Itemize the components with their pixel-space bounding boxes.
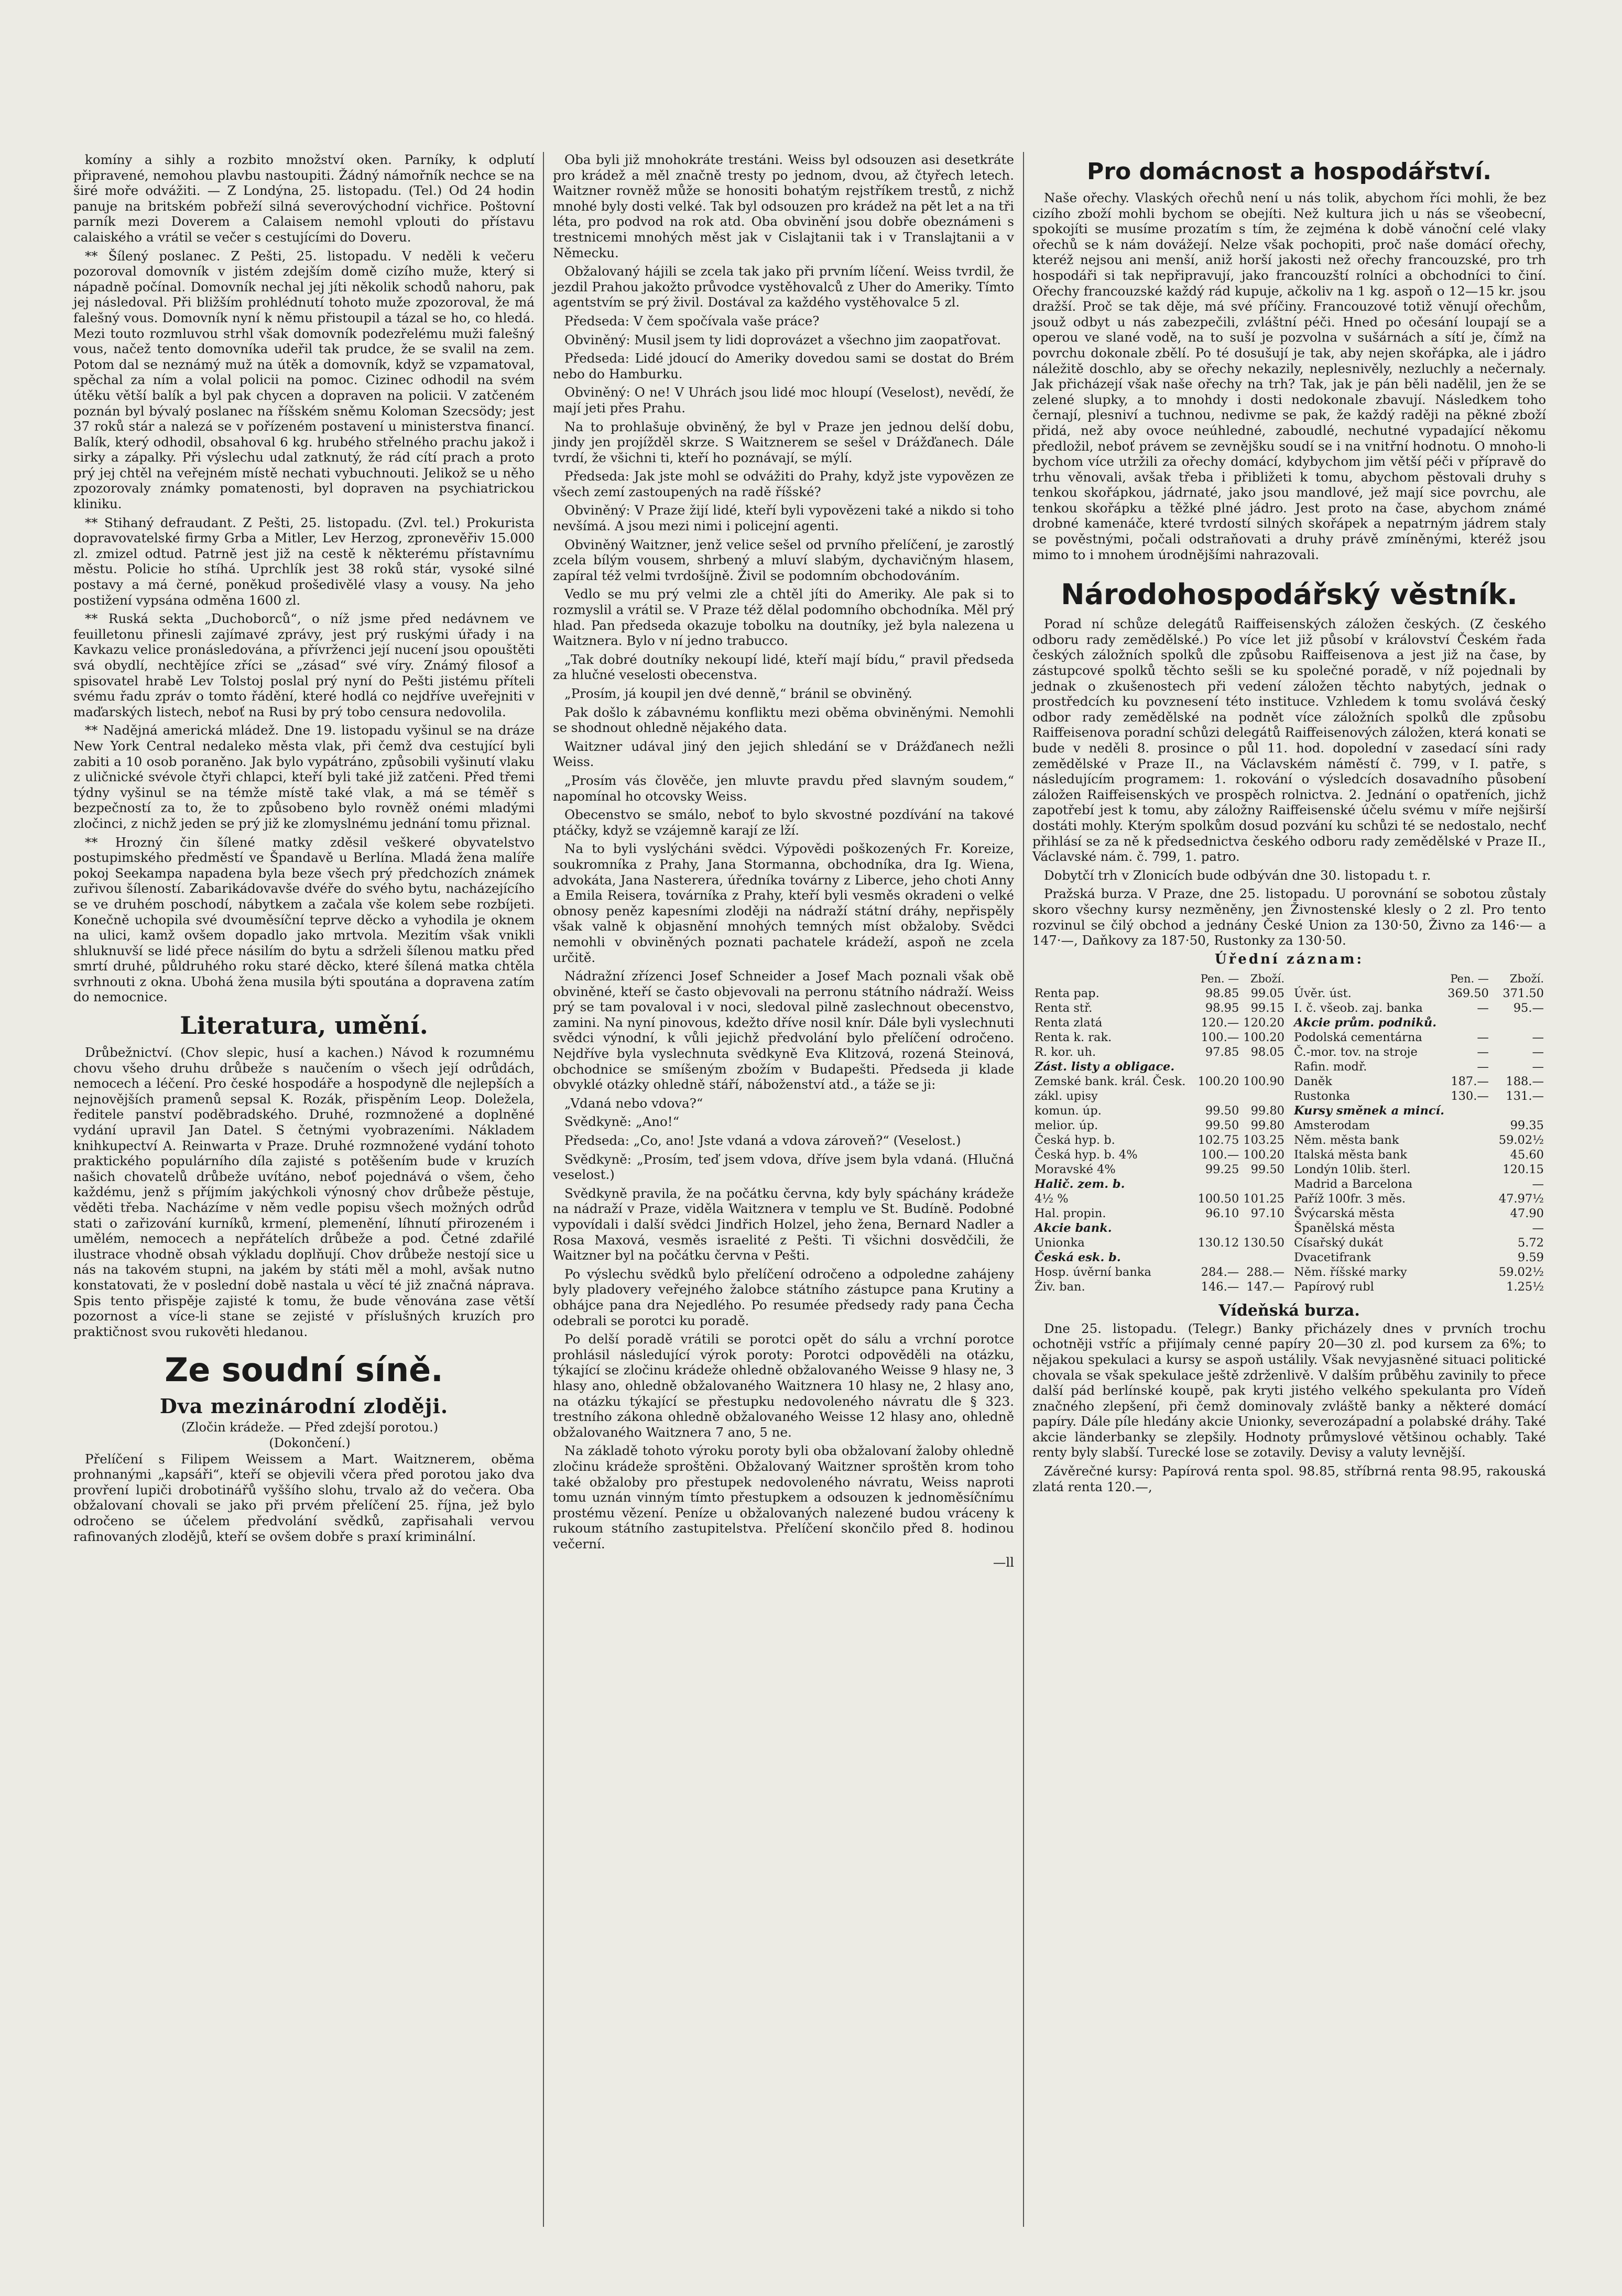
rates-value: — xyxy=(1532,1030,1544,1044)
news-paragraph: ** Šílený poslanec. Z Pešti, 25. listopadu. V neděli k večeru pozoroval domovník v jistém zdejším domě cizího muže, který si nápadně počínal. Domovník nechal jej jíti několik schodů nahoru, pak jej následoval. Při bližším prohlédnutí tohoto muže zpozoroval, že má falešný vous. Domovník nyní k němu přistoupil a tázal se ho, co hledá. Mezi touto rozmluvou strhl však domovník podezřelému muži falešný vous, načež tento domovníka udeřil tak prudce, že se svalil na zem. Potom dal se neznámý muž na útěk a domovník, když se vzpamatoval, spěchal za ním a volal policii na pomoc. Cizinec odhodil na svém útěku větší balík a byl pak chycen a dopraven na policii. V zatčeném poznán byl bývalý poslanec na říšském sněmu Koloman Szecsödy; jest 37 roků stár a nalezá se v pořízeném postavení u ministerstva financí. Balík, který odhodil, obsahoval 6 kg. hrubého střelného prachu jakož i sirky a zápalky. Při výslechu udal zatknutý, že rád cítí prach a proto prý jej chtěl na veřejném místě nechati vybuchnouti. Jelikož se u něho zpozorovaly známky pomatenosti, byl dopraven na psychiatrickou kliniku. xyxy=(73,248,535,512)
rates-value: 103.25 xyxy=(1243,1133,1284,1147)
court-report-paragraph: Svědkyně: „Ano!“ xyxy=(564,1114,680,1130)
court-report-paragraph: Obecenstvo se smálo, neboť to bylo skvostné pozdívání na takové ptáčky, když se vzájemně karají ze lží. xyxy=(553,807,1014,838)
rates-value: 371.50 xyxy=(1503,986,1544,1000)
rates-row xyxy=(1032,1133,1287,1147)
rates-label: Madrid a Barcelona xyxy=(1294,1177,1413,1191)
rates-row xyxy=(1032,1147,1287,1162)
court-report-paragraph: Na to prohlašuje obviněný, že byl v Praze jen jednou delší dobu, jindy jen projížděl skrze. S Waitznerem se sešel v Drážďanech. Dále tvrdí, že všichni ti, kteří ho poznávají, se mýlí. xyxy=(553,419,1014,465)
economy-paragraph: Dobytčí trh v Zlonicích bude odbýván dne 30. listopadu t. r. xyxy=(1044,867,1431,883)
rates-value: 99.50 xyxy=(1205,1103,1239,1118)
court-report-paragraphs xyxy=(553,152,1014,1551)
rates-label: Renta zlatá xyxy=(1035,1015,1103,1030)
rates-header-cell: Pen. — xyxy=(1200,972,1239,985)
court-report-paragraph: Předseda: „Co, ano! Jste vdaná a vdova zároveň?“ (Veselost.) xyxy=(564,1133,961,1149)
court-subline: (Zločin krádeže. — Před zdejší porotou.) xyxy=(181,1420,439,1435)
rates-header-row xyxy=(1292,971,1546,986)
rates-value: 120.15 xyxy=(1503,1162,1544,1176)
vienna-paragraph: Dne 25. listopadu. (Telegr.) Banky přicházely dnes v prvních trochu ochotněji vstříc a přijímaly cenné papíry 20—30 zl. pod kursem za 6%; to nějakou spekulaci a kursy se aspoň ustálily. Však nevyjasněné situaci politické chovala se však spekulace ještě zdrženlivě. V dalším průběhu zavinily to přece další pád berlínské koupě, pak kryti jistého velkého spekulanta pro Vídeň značného zlepšení, při čemž dominovaly zvláště banky a některé domácí papíry. Dále píle hledány akcie Unionky, severozápadní a polabské dráhy. Také akcie länderbanky se zlepšily. Hodnoty průmyslové většinou ochably. Také renty byly slabší. Turecké lose se zotavily. Devisy a valuty levnější. xyxy=(1032,1320,1546,1460)
rates-label: Hal. propin. xyxy=(1035,1206,1106,1220)
rates-value xyxy=(1440,1280,1491,1294)
rates-value: 59.02½ xyxy=(1498,1133,1544,1147)
court-report-paragraph: „Vdaná nebo vdova?“ xyxy=(564,1095,703,1111)
rates-header-cell xyxy=(1292,971,1440,986)
vienna-heading: Vídeňská burza. xyxy=(1218,1301,1360,1320)
court-report-paragraph: Obviněný: O ne! V Uhrách jsou lidé moc hloupí (Veselost), nevědí, že mají jeti přes Prahu. xyxy=(553,385,1014,416)
rates-row xyxy=(1292,1089,1546,1103)
rates-value: — xyxy=(1532,1045,1544,1059)
rates-value xyxy=(1440,1147,1491,1162)
literature-heading: Literatura, umění. xyxy=(180,1011,428,1040)
rates-value xyxy=(1440,1191,1491,1206)
court-report-paragraph: Obviněný Waitzner, jenž velice sešel od prvního přelíčení, je zarostlý zcela bílým vousem, shrbený a mluví slabým, dychavičným hlasem, zapíral též velmi tvrdošíjně. Živil se podomním obchodováním. xyxy=(553,537,1014,583)
rates-value xyxy=(1440,1162,1491,1177)
court-report-paragraph: Waitzner udával jiný den jejich shledání se v Drážďanech nežli Weiss. xyxy=(553,738,1014,770)
rates-value xyxy=(1440,1118,1491,1133)
news-paragraph: komíny a sihly a rozbito množství oken. Parníky, k odplutí připravené, nemohou plavbu nastoupiti. Žádný námořník nechce se na širé moře odvážiti. — Z Londýna, 25. listopadu. (Tel.) Od 24 hodin panuje na britském pobřeží silná severovýchodní vichřice. Poštovní parník mezi Doverem a Calaisem nemohl vplouti do přístavu calaiského a vrátil se večer s cestujícími do Doveru. xyxy=(73,152,535,245)
rates-value: 100.90 xyxy=(1243,1074,1284,1088)
rates-value: 130.— xyxy=(1451,1089,1489,1103)
rates-value xyxy=(1440,1133,1491,1147)
news-paragraph: ** Stihaný defraudant. Z Pešti, 25. listopadu. (Zvl. tel.) Prokurista dopravovatelské firmy Grba a Mitler, Lev Herzog, zpronevěřiv 15.000 zl. zmizel odtud. Patrně jest již na cestě k některému přístavnímu městu. Policie ho stíhá. Uprchlík jest 38 roků stár, vysoké silné postavy a má černé, poněkud prošedivělé vlasy a vousy. Na jeho postižení vypsána odměna 1600 zl. xyxy=(73,515,535,608)
rates-row xyxy=(1292,1059,1546,1074)
rates-header-cell: Pen. — xyxy=(1450,972,1489,985)
rates-row xyxy=(1032,1045,1287,1059)
rates-row xyxy=(1292,1074,1546,1089)
column-2 xyxy=(553,152,1014,1573)
rates-label: Halič. zem. b. xyxy=(1035,1177,1125,1191)
rates-row xyxy=(1032,1001,1287,1015)
rates-label: Renta pap. xyxy=(1035,986,1100,1000)
news-paragraph: ** Hrozný čin šílené matky zděsil veškeré obyvatelstvo postupimského předměstí ve Špandavě u Berlína. Mladá žena malíře pokoj Seekampa napadena byla beze všech prý předchozích známek zuřivou šíleností. Zabarikádovavše dvéře do svého bytu, nacházejícího se ve druhém poschodí, nábytkem a začala vše kolem sebe rozbíjeti. Konečně uchopila své dvouměsíční teprve děcko a vyhodila je oknem na ulici, kamž ovšem dopadlo jako mrtvola. Mezitím však vnikli shluknuvší se lidé přece násilím do bytu a sdrželi šílenou matku před smrtí druhé, půldruhého roku staré děcko, které šílená matka chtěla svrhnouti z okna. Ubohá žena musila býti spoutána a dopravena zatím do nemocnice. xyxy=(73,834,535,1005)
rates-row xyxy=(1292,1250,1546,1265)
rates-header-cell xyxy=(1032,971,1196,986)
rates-title: Úřední záznam: xyxy=(1214,951,1364,967)
rates-row xyxy=(1032,1074,1287,1103)
rates-label: Švýcarská města xyxy=(1294,1206,1395,1220)
rates-header-row xyxy=(1032,971,1287,986)
rates-label: Úvěr. úst. xyxy=(1294,986,1352,1000)
rates-value: 98.95 xyxy=(1205,1001,1239,1015)
rates-value: — xyxy=(1532,1221,1544,1235)
rates-row xyxy=(1032,1280,1287,1294)
rates-value xyxy=(1440,1250,1491,1265)
rates-value: 187.— xyxy=(1451,1074,1489,1088)
rates-row xyxy=(1292,986,1546,1001)
rates-row xyxy=(1032,1191,1287,1206)
rates-value xyxy=(1440,1206,1491,1221)
rates-label: Italská města bank xyxy=(1294,1147,1408,1162)
rates-row xyxy=(1292,1265,1546,1280)
rates-value: 369.50 xyxy=(1447,986,1489,1000)
rates-value: 130.12 xyxy=(1198,1236,1239,1250)
court-paragraph: Přelíčení s Filipem Weissem a Mart. Waitznerem, oběma prohnanými „kapsáři“, kteří se objevili včera před porotou jako dva provření lupiči drobotinářů vyššího slohu, trvalo až do večera. Oba obžalovaní chovali se jako při prvém přelíčení 25. října, jež bylo odročeno se účelem předvolání svědků, zapřisahali vervou rafinovaných zlodějů, kteří se ovšem dobře s praxí kriminální. xyxy=(73,1451,535,1544)
court-report-paragraph: „Tak dobré doutníky nekoupí lidé, kteří mají bídu,“ pravil předseda za hlučné veselosti obecenstva. xyxy=(553,651,1014,683)
court-report-paragraph: Předseda: V čem spočívala vaše práce? xyxy=(564,313,820,329)
rates-row xyxy=(1032,1162,1287,1177)
rates-value: 97.10 xyxy=(1250,1206,1284,1220)
court-report-paragraph: „Prosím, já koupil jen dvé denně,“ bránil se obviněný. xyxy=(564,686,912,701)
rates-value xyxy=(1440,1221,1491,1236)
court-subheading: Dva mezinárodní zloději. xyxy=(159,1394,449,1418)
rates-label: Něm. města bank xyxy=(1294,1133,1399,1147)
rates-value: 97.85 xyxy=(1205,1045,1239,1059)
rates-label: Moravské 4% xyxy=(1035,1162,1116,1176)
court-report-paragraph: Na základě tohoto výroku poroty byli oba obžalovaní žaloby ohledně zločinu krádeže sproštěni. Obžalovaný Waitzner sproštěn krom toho také obžaloby pro přestupek nedovoleného návratu, Weiss naproti tomu uznán vinným tímto přestupkem a odsouzen k jednoměsíčnímu prostému vězení. Peníze u obžalovaných nalezené budou vráceny k rukoum státního zastupitelstva. Přelíčení skončilo před 8. hodinou večerní. xyxy=(553,1443,1014,1551)
rates-label: Rafin. modř. xyxy=(1294,1059,1367,1074)
rates-label: Zást. listy a obligace. xyxy=(1035,1059,1175,1074)
rates-row xyxy=(1032,1265,1287,1280)
rates-label: Česká hyp. b. 4% xyxy=(1035,1147,1138,1162)
rates-value: — xyxy=(1477,1030,1489,1044)
rates-value: 131.— xyxy=(1506,1089,1544,1103)
rates-value xyxy=(1440,1265,1491,1280)
rates-value: 100.20 xyxy=(1198,1074,1239,1088)
rates-label: Daněk xyxy=(1294,1074,1332,1088)
rates-label: Amsterodam xyxy=(1294,1118,1370,1132)
rates-row xyxy=(1292,1133,1546,1147)
rates-value: 146.— xyxy=(1201,1280,1239,1294)
rates-row xyxy=(1292,1103,1546,1118)
court-report-paragraph: Obžalovaný hájili se zcela tak jako při prvním líčení. Weiss tvrdil, že jezdil Prahou jakožto průvodce vystěhovalců z Uher do Ameriky. Tímto agentstvím se prý živil. Dostával za každého vystěhovalce 5 zl. xyxy=(553,264,1014,310)
rates-value: 147.— xyxy=(1246,1280,1284,1294)
court-report-paragraph: „Prosím vás člověče, jen mluvte pravdu před slavným soudem,“ napomínal ho otcovsky Weiss. xyxy=(553,772,1014,804)
rates-label: Kursy směnek a mincí. xyxy=(1294,1103,1444,1118)
rates-row xyxy=(1292,1280,1546,1294)
rates-label: Akcie bank. xyxy=(1035,1221,1112,1235)
court-report-paragraph: Oba byli již mnohokráte trestáni. Weiss byl odsouzen asi desetkráte pro krádež a měl značně tresty po jednom, dvou, až čtyřech letech. Waitzner rovněž může se honositi bohatým rejstříkem trestů, z nichž mnohé byly dosti velké. Tak byl odsouzen pro krádež na pět let a na tři léta, pro podvod na rok atd. Oba obvinění jsou dobře obeznámeni s trestnicemi mnohých měst jak v Cislajtanii tak i v Translajtanii a v Německu. xyxy=(553,152,1014,260)
court-report-paragraph: Předseda: Lidé jdoucí do Ameriky dovedou sami se dostat do Brém nebo do Hamburku. xyxy=(553,351,1014,381)
rates-label: Španělská města xyxy=(1294,1221,1395,1235)
rates-value: 99.15 xyxy=(1250,1001,1284,1015)
rates-value: 99.50 xyxy=(1250,1162,1284,1176)
rates-row xyxy=(1292,1191,1546,1206)
rates-label: Renta k. rak. xyxy=(1035,1030,1112,1044)
column-3 xyxy=(1032,152,1546,1497)
court-report-paragraph: Pak došlo k zábavnému konfliktu mezi oběma obviněnými. Nemohli se shodnout ohledně nějakého data. xyxy=(553,704,1014,736)
rates-value: — xyxy=(1532,1177,1544,1191)
rates-label: Renta stř. xyxy=(1035,1001,1093,1015)
rates-label: Paříž 100fr. 3 měs. xyxy=(1294,1191,1406,1206)
rates-row xyxy=(1292,1001,1546,1015)
court-report-paragraph: Nádražní zřízenci Josef Schneider a Josef Mach poznali však obě obviněné, kteří se často objevovali na perronu státního nádraží. Weiss prý se tam povaloval i v noci, sledoval pilně zaslechnout obecenstvo, zamini. Na nyní pinovous, kdežto dříve nosil knír. Dále byli vyslechnuti svědci výnodní, k vůli jejichž předvolání bylo přelíčení odročeno. Nejdříve byla vyslechnuta svědkyně Eva Klitzová, rozená Steinová, obchodnice se smíšeným zbožím v Budapešti. Předseda ji klade obvyklé otázky ohledně stáří, náboženství atd., a táže se ji: xyxy=(553,968,1014,1092)
rates-value: 99.05 xyxy=(1250,986,1284,1000)
newspaper-page xyxy=(73,152,1546,2237)
rates-value: 100.— xyxy=(1201,1147,1239,1162)
rates-value: 99.25 xyxy=(1205,1162,1239,1176)
rates-row xyxy=(1292,1221,1546,1236)
court-report-paragraph: Obviněný: Musil jsem ty lidi doprovázet a všechno jim zaopatřovat. xyxy=(564,332,1001,347)
rates-label: Císařský dukát xyxy=(1294,1236,1384,1250)
rates-value: — xyxy=(1477,1001,1489,1015)
rates-label: Londýn 10lib. šterl. xyxy=(1294,1162,1411,1176)
rates-label: Hosp. úvěrní banka xyxy=(1035,1265,1151,1279)
rates-value: 47.97½ xyxy=(1498,1191,1544,1206)
rates-label: 4½ % xyxy=(1035,1191,1069,1206)
rates-row xyxy=(1032,1103,1287,1118)
rates-label: R. kor. uh. xyxy=(1035,1045,1096,1059)
household-heading: Pro domácnost a hospodářství. xyxy=(1087,158,1492,185)
economy-heading: Národohospodářský věstník. xyxy=(1061,578,1518,611)
rates-value: 99.50 xyxy=(1205,1118,1239,1132)
rates-value: 98.85 xyxy=(1205,986,1239,1000)
rates-value: 100.20 xyxy=(1243,1030,1284,1044)
rates-label: Akcie prům. podniků. xyxy=(1294,1015,1437,1030)
rates-value: 130.50 xyxy=(1243,1236,1284,1250)
court-report-paragraph: Obviněný: V Praze žijí lidé, kteří byli vypovězeni také a nikdo si toho nevšímá. A jsou mezi nimi i policejní agenti. xyxy=(553,502,1014,534)
rates-row xyxy=(1032,1221,1287,1236)
author-signature: —ll xyxy=(993,1555,1014,1570)
rates-row xyxy=(1292,1045,1546,1059)
court-report-paragraph: Po delší poradě vrátili se porotci opět do sálu a vrchní porotce prohlásil následující výrok poroty: Porotci odpověděli na otázku, týkající se zločinu krádeže ohledně obžalovaného Weisse 9 hlasy ne, 3 hlasy ano, ohledně obžalovaného Waitznera 10 hlasy ne, 2 hlasy ano, na otázku týkající se přestupku nedovoleného návratu dle § 323. trestního zákona ohledně obžalovaného Weisse 12 hlasy ano, ohledně obžalovaného Waitznera 7 ano, 5 ne. xyxy=(553,1331,1014,1440)
rates-row xyxy=(1032,1030,1287,1045)
rates-row xyxy=(1032,1118,1287,1133)
rates-label: Č.-mor. tov. na stroje xyxy=(1294,1045,1418,1059)
rates-value: 95.— xyxy=(1513,1001,1544,1015)
economy-paragraphs xyxy=(1032,616,1546,948)
rates-label: Česká esk. b. xyxy=(1035,1250,1121,1264)
rates-value: 102.75 xyxy=(1198,1133,1239,1147)
court-report-paragraph: Vedlo se mu prý velmi zle a chtěl jíti do Ameriky. Ale pak si to rozmyslil a vrátil se. V Praze též dělal podomního obchodníka. Měl prý hlad. Pan předseda okazuje tobolku na doutníky, jež byla nalezena u Waitznera. Bylo v ní jedno trabucco. xyxy=(553,586,1014,649)
rates-value: 100.20 xyxy=(1243,1147,1284,1162)
rates-value: 99.80 xyxy=(1250,1103,1284,1118)
rates-row xyxy=(1032,986,1287,1001)
rates-value: 1.25½ xyxy=(1506,1280,1544,1294)
rates-row xyxy=(1032,1236,1287,1250)
rates-row xyxy=(1292,1177,1546,1191)
rates-value: 99.80 xyxy=(1250,1118,1284,1132)
court-report-paragraph: Svědkyně: „Prosím, teď jsem vdova, dříve jsem byla vdaná. (Hlučná veselost.) xyxy=(553,1151,1014,1183)
rates-tables xyxy=(1032,968,1546,1297)
rates-value: — xyxy=(1532,1059,1544,1074)
vienna-paragraph: Závěrečné kursy: Papírová renta spol. 98.85, stříbrná renta 98.95, rakouská zlatá renta 120.—, xyxy=(1032,1463,1546,1494)
court-continued: (Dokončení.) xyxy=(269,1435,351,1450)
rates-header-cell: Zboží. xyxy=(1509,972,1544,985)
economy-paragraph: Porad ní schůze delegátů Raiffeisenských záložen českých. (Z českého odboru rady zemědělské.) Po více let již působí v království Českém řada českých záložních spolků dle způsobu Raiffeisenova a jest již na čase, by zástupcové spolků těchto sešli se ku společné poradě, v níž pojednali by jednak o zkušenostech při vedení záložen těchto nabytých, jednak o prostředcích ku povznesení této instituce. Vzhledem k tomu svolává český odbor rady zemědělské na podnět více záložních spolků dle způsobu Raiffeisenova poradní schůzi delegátů Raiffeisenových záložen, která konati se bude v neděli 8. prosince o půl 11. hod. dopolední v zasedací síni rady zemědělské v Praze II., na Václavském náměstí č. 799, v I. patře, s následujícím programem: 1. rokování o výsledcích dosavadního působení záložen Raiffeisenských ve prospěch rolnictva. 2. Jednání o opatřeních, jichž zapotřebí jest k tomu, aby záložny Raiffeisenské účelu svému v míře nejširší dostáti mohly. Kterým spolkům dosud pozvání ku schůzi té se nedostalo, nechť přihlásí se za ně k předsednictva českého odboru rady zemědělské v Praze II., Václavské nám. č. 799, 1. patro. xyxy=(1032,616,1546,865)
court-report-paragraph: Po výslechu svědků bylo přelíčení odročeno a odpoledne zahájeny byly pladovery veřejného žalobce státního zástupce pana Krutiny a obhájce pana dra Nejedlého. Po resumée předsedy rady pana Čecha odebrali se porotci ku poradě. xyxy=(553,1266,1014,1328)
literature-paragraph: Drůbežnictví. (Chov slepic, husí a kachen.) Návod k rozumnému chovu všeho druhu drůbeže s naučením o všech její odrůdách, nemocech a léčení. Pro české hospodáře a hospodyně dle nejlepších a nejnovějších pramenů sepsal K. Rozák, přispěním Leop. Doležela, ředitele panství poděbradského. Druhé, rozmnožené a doplněné vydání upravil Jan Datel. S četnými vyobrazeními. Nákladem knihkupectví A. Reinwarta v Praze. Druhé rozmnožené vydání tohoto praktického populárního díla zajisté s potěšením bude v kruzích našich chovatelů drůbeže uvítáno, neboť pojednává o všem, čeho každému, jenž s příjmím jakýchkoli výnosný chov drůbeže pěstuje, věděti třeba. Nacházíme v něm vedle popisu všech možných odrůd stati o zařizování kurníků, krmení, plemenění, líhnutí přirozeném i umělém, nemocech a nepřátelích drůbeže a pod. Četné zdařilé ilustrace vhodně obsah výkladu doplňují. Chov drůbeže nestojí sice u nás na takovém stupni, na jakém by státi měl a mohl, avšak nutno konstatovati, že v poslední době nastala u věcí té již značná náprava. Spis tento přispěje zajisté k tomu, že bude věnována zase větší pozornost a více-li stane se zejisté v příslušných kruzích pro praktičnost svou rukověti hledanou. xyxy=(73,1045,535,1339)
court-paragraphs xyxy=(73,1451,535,1545)
rates-label: Unionka xyxy=(1035,1236,1085,1250)
rates-value: 5.72 xyxy=(1517,1236,1544,1250)
rates-row xyxy=(1292,1147,1546,1162)
column-rule xyxy=(543,152,544,2227)
rates-label: melior. úp. xyxy=(1035,1118,1098,1132)
rates-label: I. č. všeob. zaj. banka xyxy=(1294,1001,1423,1015)
rates-value: 101.25 xyxy=(1243,1191,1284,1206)
rates-row xyxy=(1032,1177,1287,1191)
rates-label: Dvacetifrank xyxy=(1294,1250,1371,1264)
rates-label: Rustonka xyxy=(1294,1089,1351,1103)
rates-row xyxy=(1292,1162,1546,1177)
rates-row xyxy=(1292,1030,1546,1045)
rates-value: — xyxy=(1477,1059,1489,1074)
rates-value: 120.20 xyxy=(1243,1015,1284,1030)
rates-value: 99.35 xyxy=(1510,1118,1544,1132)
rates-value: 120.— xyxy=(1201,1015,1239,1030)
rates-value: 96.10 xyxy=(1205,1206,1239,1220)
rates-value xyxy=(1440,1236,1491,1250)
rates-value: 284.— xyxy=(1201,1265,1239,1279)
rates-label: Zemské bank. král. Česk. zákl. upisy xyxy=(1035,1074,1186,1103)
rates-row xyxy=(1292,1015,1546,1030)
rates-label: Česká hyp. b. xyxy=(1035,1133,1115,1147)
rates-row xyxy=(1032,1250,1287,1265)
rates-header-cell: Zboží. xyxy=(1250,972,1284,985)
rates-value: 100.50 xyxy=(1198,1191,1239,1206)
vienna-paragraphs xyxy=(1032,1321,1546,1495)
rates-value: 288.— xyxy=(1246,1265,1284,1279)
court-report-paragraph: Na to byli vyslýcháni svědci. Výpovědi poškozených Fr. Koreize, soukromníka z Prahy, Jana Stormanna, obchodníka, dra Ig. Wiena, advokáta, Jana Nasterera, úředníka továrny z Liberce, jeho choti Anny a Emila Reisera, továrníka z Prahy, kteří byli vesměs okradeni o velké obnosy peněz kapesními zloději na nádraží státní dráhy, nepřispěly však valně k objasnění mnohých temných míst obžaloby. Svědci nemohli v obviněných poznati pachatele krádeží, aspoň ne zcela určitě. xyxy=(553,841,1014,965)
household-paragraphs xyxy=(1032,190,1546,562)
rates-label: Podolská cementárna xyxy=(1294,1030,1422,1044)
rates-value: 45.60 xyxy=(1510,1147,1544,1162)
news-paragraphs xyxy=(73,152,535,1005)
rates-label: komun. úp. xyxy=(1035,1103,1102,1118)
rates-row xyxy=(1292,1206,1546,1221)
court-report-paragraph: Svědkyně pravila, že na počátku června, kdy byly spáchány krádeže na nádraží v Praze, viděla Waitznera v templu ve St. Budíně. Podobné vypovídali i další svědci Jindřich Holzel, jeho žena, Bernard Nadler a Rosa Maxová, vesměs israelité z Pešti. Ti všichni dosvědčili, že Waitzner byl na počátku června v Pešti. xyxy=(553,1185,1014,1263)
household-paragraph: Naše ořechy. Vlaských ořechů není u nás tolik, abychom říci mohli, že bez cizího zboží mohli bychom se obejíti. Než kultura jich u nás se všeobecní, spokojíti se musíme prozatím s tím, že zejména k době vánoční celé vlaky ořechů se k nám dovážejí. Nelze však pochopiti, proč naše domácí ořechy, kteréž nejsou ani menší, aniž horší jakosti než ořechy francouzské, pro trh hospodáři si tak nepřipravují, jako francouzští rolníci a obchodníci to činí. Ořechy francouzské každý rád kupuje, ačkoliv na 1 kg. aspoň o 12—15 kr. jsou dražší. Proč se tak děje, má své příčiny. Francouzové totiž věnují ořechům, jsouž odbyt u nás zabezpečili, zvláštní péči. Hned po očesání loupají se a operou ve slané vodě, na to suší je pozvolna v sušárnách a sítí je, čímž na povrchu dokonale zbělí. Po té dosušují je tak, aby nejen skořápka, ale i jádro náležitě doschlo, aby se ořechy nekazily, neplesnivěly, nezluchly a nečernaly. Jak přicházejí však naše ořechy na trh? Tak, jak je pán běli nadělil, jen že se zelené slupky, a to mnohdy i dosti nedokonale zbavují. Následkem toho černají, plesniví a tuchnou, nedivme se pak, že každý raději na pěkné zboží přidá, než aby ovoce neúhledné, zaboudlé, nechutné vypadající někomu předložil, neboť právem se zevnějšku soudí se i na vnitřní hodnotu. O mnoho-li bychom více utržili za ořechy domácí, kdybychom jim větší péči v přípravě do trhu věnovali, avšak třeba i přibližeti k tomu, abychom pěstovali druhy s tenkou skořápkou, jádrnaté, jako jsou mandlové, jež mají sice povrchu, ale tenkou skořápku a těžké plné jádro. Jest proto na čase, abychom známé drobné kamenáče, které tvrdostí silných skořápek a nepatrným jádrem staly se pověstnými, počali odstraňovati a druhy právě zmíněnými, kteréž jsou mimo to i mnohem úrodnějšími nahrazovali. xyxy=(1032,190,1546,562)
news-paragraph: ** Ruská sekta „Duchoborců“, o níž jsme před nedávnem ve feuilletonu přinesli zajímavé zprávy, jest prý ruskými úřady i na Kavkazu velice pronásledována, a přívrženci její nucení jsou opouštěti svá obydlí, nechtějíce zříci se „zásad“ své víry. Známý filosof a spisovatel hrabě Lev Tolstoj poslal prý nyní do Pešti jistému příteli svému řadu zpráv o tomto řádění, které hodlá co nejdříve uveřejniti v maďarských listech, neboť na Rusi by prý tobo censura nedovolila. xyxy=(73,611,535,719)
rates-label: Živ. ban. xyxy=(1035,1280,1085,1294)
rates-value: 47.90 xyxy=(1510,1206,1544,1220)
rates-row xyxy=(1292,1236,1546,1250)
court-report-paragraph: Předseda: Jak jste mohl se odvážiti do Prahy, když jste vypovězen ze všech zemí zastoupených na radě říšské? xyxy=(553,468,1014,499)
rates-label: Něm. říšské marky xyxy=(1294,1265,1407,1279)
rates-value: 100.— xyxy=(1201,1030,1239,1044)
rates-value: 98.05 xyxy=(1250,1045,1284,1059)
economy-paragraph: Pražská burza. V Praze, dne 25. listopadu. U porovnání se sobotou zůstaly skoro všechny kursy nezměněny, jen Živnostenské klesly o 2 zl. Pro tento rozvinul se čilý obchod a jednány České Union za 130·50, Živno za 146·— a 147·—, Daňkovy za 187·50, Rustonky za 130·50. xyxy=(1032,886,1546,948)
column-rule xyxy=(1023,152,1024,2227)
rates-value: — xyxy=(1477,1045,1489,1059)
rates-table-right xyxy=(1292,971,1546,1294)
rates-value xyxy=(1440,1177,1491,1191)
news-paragraph: ** Nadějná americká mládež. Dne 19. listopadu vyšinul se na dráze New York Central nedaleko města vlak, při čemž dva cestující byli zabiti a 10 osob poraněno. Jak bylo vypátráno, způsobili vyšinutí vlaku z uličnické svévole čtyři chlapci, kteří byli také již zatčeni. Před třemi týdny vyšinul se na témže místě také vlak, a má se téměř s bezpečností za to, že to způsobeno bylo rovněž onémi mladými zločinci, z nichž jeden se prý již ke zlomyslnému jednání tomu přiznal. xyxy=(73,723,535,831)
rates-row xyxy=(1292,1118,1546,1133)
rates-value: 9.59 xyxy=(1517,1250,1544,1264)
rates-label: Papírový rubl xyxy=(1294,1280,1374,1294)
rates-table-left xyxy=(1032,971,1287,1294)
column-1 xyxy=(73,152,535,1547)
court-heading: Ze soudní síně. xyxy=(165,1351,443,1390)
rates-row xyxy=(1032,1059,1287,1074)
rates-value: 59.02½ xyxy=(1498,1265,1544,1279)
rates-row xyxy=(1032,1015,1287,1030)
rates-row xyxy=(1032,1206,1287,1221)
literature-paragraphs xyxy=(73,1045,535,1339)
rates-value: 188.— xyxy=(1506,1074,1544,1088)
